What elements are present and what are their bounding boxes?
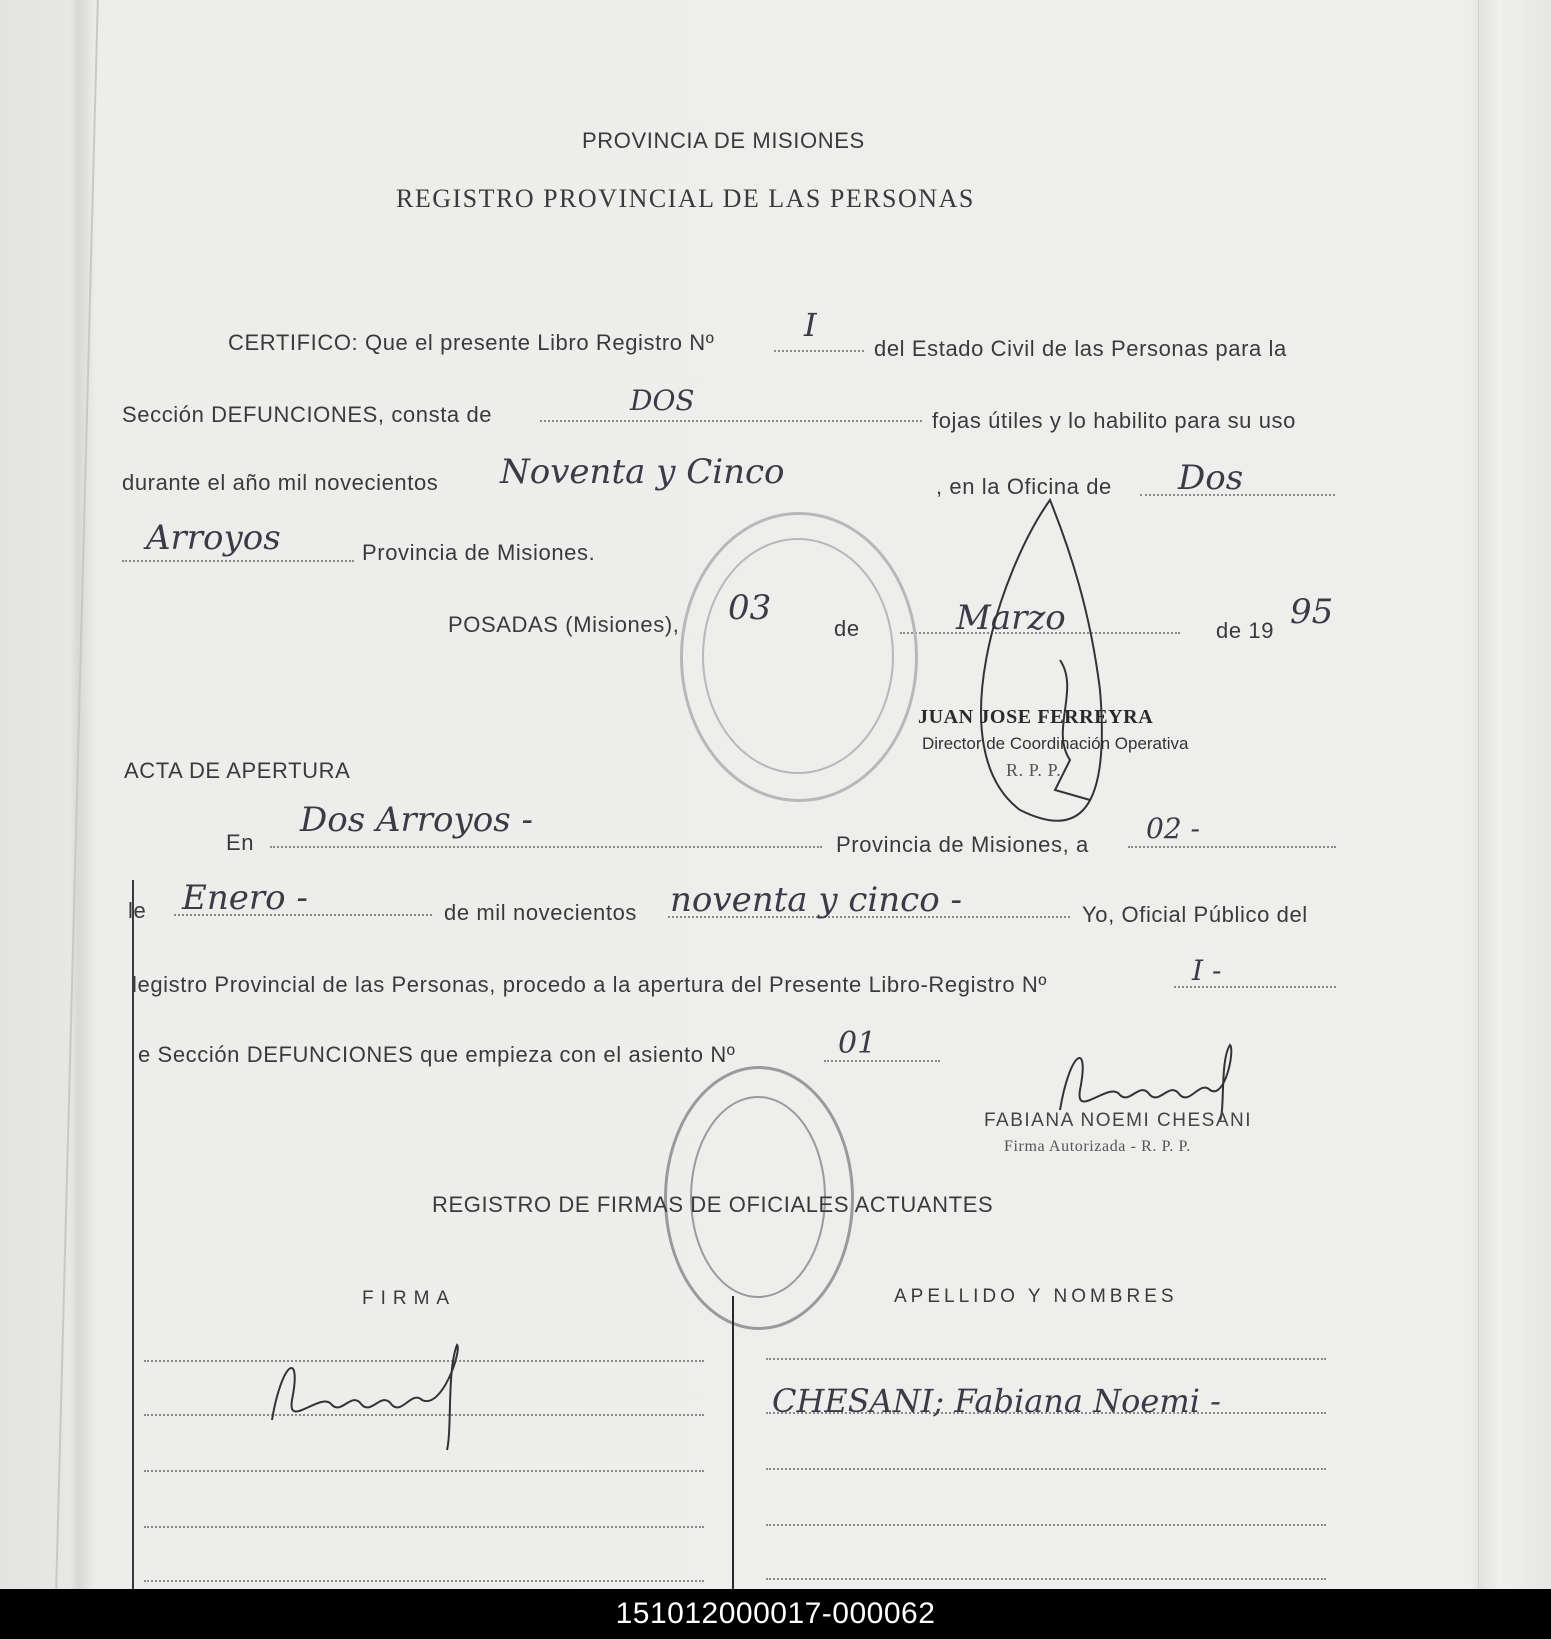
acta-month-hand: Enero - [182,878,308,918]
acta-year-hand: noventa y cinco - [670,880,962,920]
acta-prov: Provincia de Misiones, a [836,832,1089,857]
cert-line2-text: Sección DEFUNCIONES, consta de [122,402,493,427]
year-hand: 95 [1290,592,1334,632]
de-text: de [834,616,860,641]
acta-line3: legistro Provincial de las Personas, procedo a la apertura del Presente Libro-Registro Nº [132,972,1047,997]
place-text: POSADAS (Misiones), [448,612,680,637]
row-line [766,1578,1326,1580]
acta-de: le [128,898,147,923]
registry-title: REGISTRO PROVINCIAL DE LAS PERSONAS [396,184,975,213]
acta-place-hand: Dos Arroyos - [300,800,533,840]
row-line [144,1470,704,1472]
acta-en: En [226,830,255,855]
row-line [766,1358,1326,1360]
year-prefix: de 19 [1216,618,1275,643]
cert-line4-text: Provincia de Misiones. [362,540,596,565]
director-org: R. P. P. [1006,760,1062,780]
page-edge [55,0,99,1589]
month-hand: Marzo [956,598,1066,638]
cert-line3-text-b: , en la Oficina de [936,474,1112,499]
row-line [766,1468,1326,1470]
registry-stamp-inner [702,538,894,774]
firmas-col-nombres: APELLIDO Y NOMBRES [894,1286,1178,1307]
cert-line3-text: durante el año mil novecientos [122,470,439,495]
fill-line [122,560,354,562]
cert-line1-text: CERTIFICO: Que el presente Libro Registro Nº [228,330,715,355]
column-divider [732,1296,734,1589]
province-title: PROVINCIA DE MISIONES [582,128,865,153]
director-signature [960,490,1160,850]
firma-entry-name: CHESANI; Fabiana Noemi - [772,1382,1221,1420]
acta-yo: Yo, Oficial Público del [1082,902,1308,927]
firma-signature [262,1340,502,1460]
firmas-col-firma: FIRMA [362,1288,457,1309]
acta-day-hand: 02 - [1146,812,1200,845]
fill-line [270,846,822,848]
firmas-title: REGISTRO DE FIRMAS DE OFICIALES ACTUANTES [432,1192,994,1217]
official-title: Firma Autorizada - R. P. P. [1004,1138,1191,1155]
director-title: Director de Coordinación Operativa [922,734,1189,753]
cert-line2-text-b: fojas útiles y lo habilito para su uso [932,408,1296,433]
document-id-footer: 151012000017-000062 [0,1589,1551,1639]
row-line [144,1526,704,1528]
page-edge [1478,0,1479,1589]
day-hand: 03 [728,588,772,628]
year-words: Noventa y Cinco [500,452,785,492]
fill-line [1128,846,1336,848]
fill-line [774,350,864,352]
acta-mil: de mil novecientos [444,900,638,925]
row-line [766,1524,1326,1526]
row-line [144,1580,704,1582]
fill-line [540,420,922,422]
libro-number: I [804,306,817,344]
official-name: FABIANA NOEMI CHESANI [984,1110,1252,1131]
office-name-a: Dos [1178,458,1244,498]
office-name-b: Arroyos [146,518,281,558]
acta-asiento-hand: 01 [838,1026,877,1061]
acta-line4: e Sección DEFUNCIONES que empieza con el asiento Nº [138,1042,736,1067]
director-name: JUAN JOSE FERREYRA [918,706,1154,728]
acta-libro-hand: I - [1192,954,1222,987]
acta-title: ACTA DE APERTURA [124,758,351,783]
cert-line1-text-b: del Estado Civil de las Personas para la [874,336,1287,361]
fojas-count: DOS [630,384,695,417]
